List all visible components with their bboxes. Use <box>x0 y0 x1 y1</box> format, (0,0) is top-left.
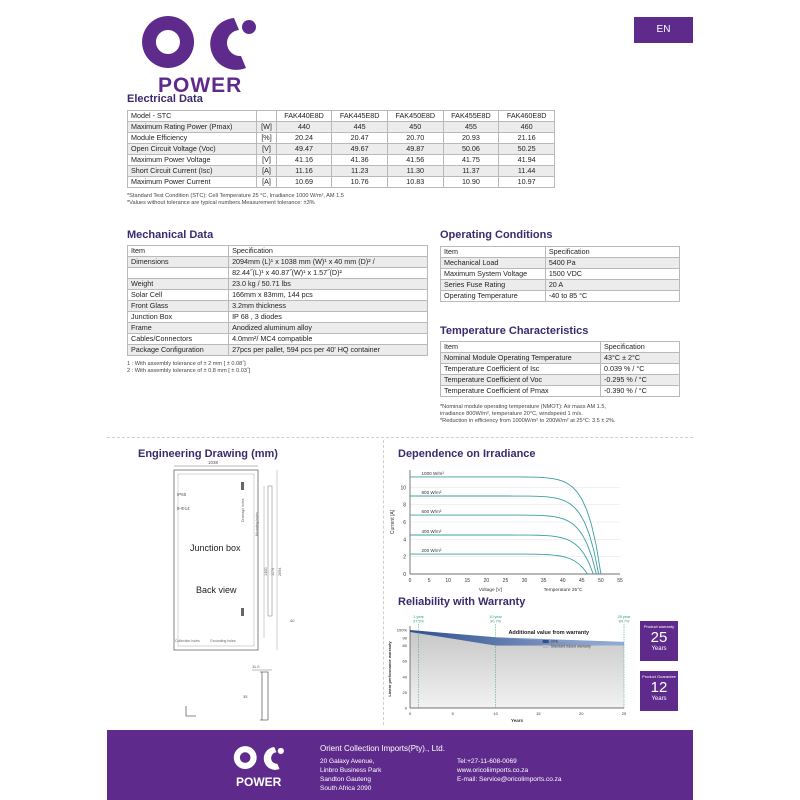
table-cell: Model - STC <box>128 111 257 122</box>
y-axis-label: Current [A] <box>390 509 396 535</box>
legend-swatch <box>543 640 549 643</box>
drain-label: Drainage holes <box>241 498 245 522</box>
marker-year-label: 25 year <box>617 615 631 619</box>
len1-label: 1400 <box>264 567 268 576</box>
table-cell: Mechanical Load <box>441 258 546 269</box>
table-cell: 10.69 <box>276 177 332 188</box>
table-cell: 11.16 <box>276 166 332 177</box>
table-row <box>128 144 555 155</box>
table-cell: Item <box>441 342 601 353</box>
table-cell: Frame <box>128 323 229 334</box>
y-tick-label: 100% <box>396 627 407 633</box>
x-tick-label: 10 <box>445 578 451 584</box>
note-line: 2 : With assembly tolerance of ± 0.8 mm [ ± 0.03˝] <box>127 368 251 374</box>
legend-swatch <box>543 645 549 648</box>
table-row <box>128 345 428 356</box>
mechanical-title: Mechanical Data <box>127 229 214 241</box>
table-row <box>128 257 428 268</box>
d35-label: 35 <box>243 694 248 699</box>
y-tick-label: 20 <box>402 689 407 695</box>
x-tick-label: 45 <box>579 578 585 584</box>
table-header <box>441 342 680 353</box>
footer-contact <box>457 757 562 784</box>
d11-label: 11.0 <box>252 664 260 669</box>
table-row <box>441 375 680 386</box>
table-cell: Specification <box>229 246 428 257</box>
table-cell: FAK460E8D <box>499 111 555 122</box>
table-row <box>128 268 428 279</box>
table-row <box>441 386 680 397</box>
table-row <box>128 312 428 323</box>
temperature-notes <box>440 404 616 425</box>
table-cell: Short Circuit Current (Isc) <box>128 166 257 177</box>
table-cell: 11.44 <box>499 166 555 177</box>
table-cell: 21.16 <box>499 133 555 144</box>
table-cell: 50.06 <box>443 144 499 155</box>
marker-value-label: 84.7% <box>618 619 630 624</box>
series-label: 400 W/m² <box>421 529 442 534</box>
table-header <box>441 247 680 258</box>
table-cell: Anodized aluminum alloy <box>229 323 428 334</box>
legend-title: Additional value from warranty <box>508 630 590 636</box>
badge-number: 12 <box>650 679 668 696</box>
dim-width-label: 1038 <box>208 460 219 465</box>
irradiance-title: Dependence on Irradiance <box>398 448 536 460</box>
table-cell: 4.0mm²/ MC4 compatible <box>229 334 428 345</box>
panel-frame <box>174 470 258 650</box>
y-tick-label: 8 <box>403 502 406 509</box>
note-line: *Nominal module operating temperature (NMOT): Air mass AM 1.5, <box>440 404 607 410</box>
y-tick-label: 90 <box>402 635 407 641</box>
irradiance-chart <box>388 462 636 594</box>
table-cell: FAK450E8D <box>387 111 443 122</box>
y-tick-label: 40 <box>402 674 407 680</box>
table-cell: FAK445E8D <box>332 111 388 122</box>
phone-text: Tel:+27-11-608-0069 <box>457 758 517 765</box>
collection-label: Collection holes <box>175 639 200 643</box>
email-link[interactable]: E-mail: Service@oricolimports.co.za <box>457 776 562 783</box>
table-row <box>128 166 555 177</box>
x-tick-label: 20 <box>483 578 490 584</box>
table-cell: Specification <box>545 247 679 258</box>
electrical-notes <box>127 193 344 207</box>
table-row <box>128 301 428 312</box>
footer-brand: POWER <box>236 775 282 789</box>
legend-label: OPE <box>550 639 559 644</box>
table-cell: 0.039 % / °C <box>601 364 680 375</box>
mechanical-notes <box>127 361 250 375</box>
table-row <box>128 122 555 133</box>
table-cell: [%] <box>257 133 276 144</box>
table-row <box>128 177 555 188</box>
hole-label: 8-Φ14 <box>177 506 190 511</box>
x-axis-label: Voltage [V] <box>478 588 502 593</box>
table-cell: 49.87 <box>387 144 443 155</box>
table-row <box>128 290 428 301</box>
language-button[interactable]: EN <box>634 17 693 43</box>
y-tick-label: 4 <box>403 537 406 544</box>
x-tick-label: 5 <box>451 711 454 716</box>
table-cell: Temperature Coefficient of Pmax <box>441 386 601 397</box>
legend-label: Standard based warranty <box>550 644 591 649</box>
table-cell: Open Circuit Voltage (Voc) <box>128 144 257 155</box>
table-cell: 20.24 <box>276 133 332 144</box>
iv-curve-series <box>410 515 596 574</box>
badge-unit: Years <box>651 646 667 652</box>
table-cell: 10.97 <box>499 177 555 188</box>
table-cell: 41.94 <box>499 155 555 166</box>
y-axis-label: Linear performance warranty <box>387 641 392 697</box>
series-label: 1000 W/m² <box>421 470 444 476</box>
operating-table <box>440 246 680 302</box>
engineering-drawing <box>140 458 300 723</box>
x-tick-label: 35 <box>540 578 547 584</box>
table-cell: -0.295 % / °C <box>601 375 680 386</box>
table-cell: 11.23 <box>332 166 388 177</box>
series-label: 800 W/m² <box>421 490 442 495</box>
table-cell: 445 <box>332 122 388 133</box>
electrical-title: Electrical Data <box>127 93 203 105</box>
table-cell: 10.76 <box>332 177 388 188</box>
table-cell: [V] <box>257 144 276 155</box>
footer-company: Orient Collection Imports(Pty)., Ltd. <box>320 744 445 753</box>
footer-logo-mark <box>232 742 287 774</box>
table-row <box>441 258 680 269</box>
x-tick-label: 30 <box>521 578 528 584</box>
y-tick-label: 0 <box>404 705 407 711</box>
table-cell: [V] <box>257 155 276 166</box>
table-row <box>441 364 680 375</box>
table-cell: Solar Cell <box>128 290 229 301</box>
table-cell: [A] <box>257 177 276 188</box>
table-row <box>128 334 428 345</box>
note-line: *Reduction in efficiency from 1000W/m² to 200W/m² at 25°C: 3.5 ± 2%. <box>440 418 616 424</box>
table-cell: Front Glass <box>128 301 229 312</box>
table-row <box>128 323 428 334</box>
table-row <box>128 279 428 290</box>
marker-year-label: 10 year <box>489 615 502 619</box>
x-axis-label: Years <box>510 718 524 723</box>
table-row <box>441 291 680 302</box>
brand-logo <box>138 8 263 98</box>
table-cell <box>257 111 276 122</box>
table-cell: Item <box>441 247 546 258</box>
table-cell: 20.93 <box>443 133 499 144</box>
footer <box>107 730 693 800</box>
brand-name: POWER <box>158 74 243 97</box>
table-cell: 3.2mm thickness <box>229 301 428 312</box>
y-tick-label: 2 <box>403 554 406 561</box>
table-cell: 166mm x 83mm, 144 pcs <box>229 290 428 301</box>
table-cell: 10.83 <box>387 177 443 188</box>
table-row <box>441 353 680 364</box>
table-header <box>128 111 555 122</box>
badge-number: 25 <box>650 629 668 646</box>
warranty-badge-product <box>640 621 678 661</box>
series-label: 200 W/m² <box>421 548 442 554</box>
table-cell: 11.37 <box>443 166 499 177</box>
iv-curve-series <box>410 554 588 574</box>
table-cell: 49.47 <box>276 144 332 155</box>
table-header <box>128 246 428 257</box>
x-tick-label: 5 <box>427 578 431 584</box>
table-cell: 50.25 <box>499 144 555 155</box>
badge-unit: Years <box>651 696 667 702</box>
y-tick-label: 0 <box>403 572 406 578</box>
note-line: *Values without tolerance are typical numbers.Measurement tolerance: ±3% <box>127 200 315 206</box>
table-cell: 5400 Pa <box>545 258 679 269</box>
table-cell: 1500 VDC <box>545 269 679 280</box>
y-tick-label: 10 <box>400 485 406 492</box>
table-cell: 82.44˝(L)¹ x 40.87˝(W)¹ x 1.57˝(D)² <box>229 268 428 279</box>
website-link[interactable]: www.oricoliimports.co.za <box>457 767 529 774</box>
table-cell: Item <box>128 246 229 257</box>
table-cell: Maximum Power Current <box>128 177 257 188</box>
marker-value-label: 97.5% <box>413 619 424 624</box>
table-cell: Weight <box>128 279 229 290</box>
x-tick-label: 0 <box>408 578 412 584</box>
marker-year-label: 1 year <box>413 615 424 619</box>
table-cell: 10.90 <box>443 177 499 188</box>
table-cell: 20.70 <box>387 133 443 144</box>
x-tick-label: 50 <box>598 578 604 584</box>
table-cell: Maximum Power Voltage <box>128 155 257 166</box>
y-tick-label: 6 <box>403 520 406 526</box>
table-cell: Module Efficiency <box>128 133 257 144</box>
marker-value-label: 90.7% <box>490 619 501 624</box>
note-line: 1 : With assembly tolerance of ± 2 mm [ ± 0.08˝] <box>127 361 246 367</box>
warranty-badge-guarantee <box>640 671 678 711</box>
x-tick-label: 20 <box>578 711 584 716</box>
series-label: 600 W/m² <box>421 509 442 515</box>
table-cell: 460 <box>499 122 555 133</box>
note-line: irradiance 800W/m², temperature 20°C, windspeed 1 m/s. <box>440 411 583 417</box>
table-cell: 450 <box>387 122 443 133</box>
table-cell: Nominal Module Operating Temperature <box>441 353 601 364</box>
table-cell: 41.16 <box>276 155 332 166</box>
table-cell: 20 A <box>545 280 679 291</box>
table-cell <box>128 268 229 279</box>
table-cell: 27pcs per pallet, 594 pcs per 40' HQ container <box>229 345 428 356</box>
x-tick-label: 15 <box>464 578 471 584</box>
x-tick-label: 10 <box>493 711 498 716</box>
table-cell: 23.0 kg / 50.71 lbs <box>229 279 428 290</box>
table-cell: Specification <box>601 342 680 353</box>
address-line: Linbro Business Park <box>320 767 382 774</box>
table-cell: Series Fuse Rating <box>441 280 546 291</box>
x-tick-label: 55 <box>617 578 623 584</box>
address-line: South Africa 2090 <box>320 785 372 792</box>
electrical-table <box>127 110 555 188</box>
drawing-title: Engineering Drawing (mm) <box>138 448 278 460</box>
x-tick-label: 0 <box>408 711 412 716</box>
table-cell: [A] <box>257 166 276 177</box>
table-cell: Maximum Rating Power (Pmax) <box>128 122 257 133</box>
table-cell: Temperature Coefficient of Voc <box>441 375 601 386</box>
address-line: 20 Galaxy Avenue, <box>320 758 375 765</box>
address-line: Sandton Gauteng <box>320 776 371 783</box>
x-tick-label: 40 <box>559 578 566 584</box>
junction-box-label: Junction box <box>190 543 241 553</box>
table-cell: FAK455E8D <box>443 111 499 122</box>
table-cell: Junction Box <box>128 312 229 323</box>
table-cell: 43°C ± 2°C <box>601 353 680 364</box>
temperature-title: Temperature Characteristics <box>440 325 589 337</box>
table-cell: 440 <box>276 122 332 133</box>
table-cell: 11.30 <box>387 166 443 177</box>
table-cell: IP 68 , 3 diodes <box>229 312 428 323</box>
mount-label: Mounting holes <box>255 512 259 536</box>
d40-label: 40 <box>290 618 295 623</box>
x-tick-label: 25 <box>502 578 509 584</box>
temperature-table <box>440 341 680 397</box>
table-cell: Dimensions <box>128 257 229 268</box>
table-cell: Operating Temperature <box>441 291 546 302</box>
x-axis-note: Temperature 25°C <box>543 588 583 593</box>
table-cell: 49.67 <box>332 144 388 155</box>
table-cell: 41.56 <box>387 155 443 166</box>
x-tick-label: 15 <box>536 711 541 716</box>
table-cell: -0.390 % / °C <box>601 386 680 397</box>
table-cell: Temperature Coefficient of Isc <box>441 364 601 375</box>
mechanical-table <box>127 245 428 356</box>
table-row <box>128 155 555 166</box>
badge-top: Product warranty <box>643 624 675 629</box>
x-tick-label: 25 <box>621 711 627 716</box>
len2-label: 1174 <box>271 567 275 576</box>
warranty-chart <box>380 610 632 728</box>
len3-label: 2094 <box>278 567 282 576</box>
table-cell: Package Configuration <box>128 345 229 356</box>
table-cell: -40 to 85 °C <box>545 291 679 302</box>
table-cell: 455 <box>443 122 499 133</box>
warranty-title: Reliability with Warranty <box>398 596 526 608</box>
table-cell: FAK440E8D <box>276 111 332 122</box>
table-cell: Maximum System Voltage <box>441 269 546 280</box>
table-row <box>128 133 555 144</box>
table-cell: 41.75 <box>443 155 499 166</box>
table-cell: 2094mm (L)¹ x 1038 mm (W)¹ x 40 mm (D)² / <box>229 257 428 268</box>
badge-top: Product Guarantee <box>642 674 676 679</box>
table-cell: 41.36 <box>332 155 388 166</box>
note-line: *Standard Test Condition (STC): Cell Temperature 25 °C, Irradiance 1000 W/m², AM 1.5 <box>127 193 344 199</box>
table-cell: Cables/Connectors <box>128 334 229 345</box>
oci-logo-mark <box>138 8 263 78</box>
back-view-label: Back view <box>196 585 237 595</box>
table-row <box>441 280 680 291</box>
ground-label: Grounding holes <box>210 639 236 643</box>
footer-address <box>320 757 381 793</box>
section-divider <box>107 437 693 438</box>
y-tick-label: 80 <box>402 643 407 649</box>
operating-title: Operating Conditions <box>440 229 553 241</box>
table-cell: 20.47 <box>332 133 388 144</box>
y-tick-label: 60 <box>402 658 407 664</box>
table-row <box>441 269 680 280</box>
ip-label: IP65 <box>177 492 187 497</box>
table-cell: [W] <box>257 122 276 133</box>
